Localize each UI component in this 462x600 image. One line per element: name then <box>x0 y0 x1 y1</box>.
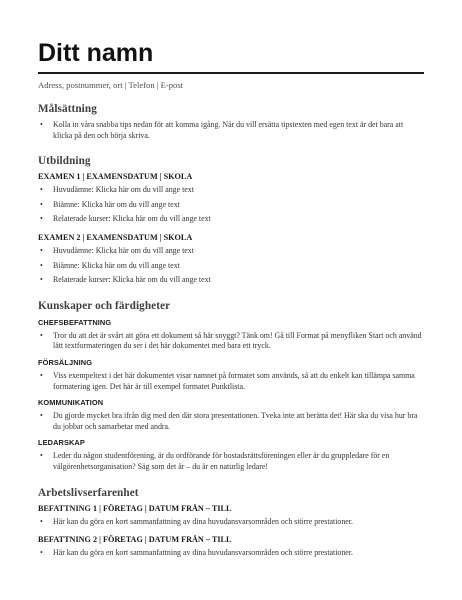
objective-title: Målsättning <box>38 103 97 115</box>
job-heading[interactable]: BEFATTNING 2 | FÖRETAG | DATUM FRÅN – TILL <box>38 535 232 545</box>
list-item[interactable] <box>38 261 424 272</box>
list-item[interactable] <box>38 517 424 528</box>
bullet-icon: • <box>40 214 43 224</box>
list-item[interactable] <box>38 411 424 432</box>
item-text: Viss exempeltext i det här dokumentet visar namnet på formatet som används, så att du enkelt kan tillämpa samma formatering igen. Det här är till exempel formatet Punktlista. <box>53 370 415 391</box>
bullet-icon: • <box>40 120 43 129</box>
item-text: Kolla in våra snabba tips nedan för att komma igång. När du vill ersätta tipstexten med egen text är det bara att klicka på den och börja skriva. <box>53 120 404 140</box>
bullet-icon: • <box>40 245 43 255</box>
item-text: Relaterade kurser: Klicka här om du vill ange text <box>53 214 211 224</box>
degree-heading[interactable]: EXAMEN 2 | EXAMENSDATUM | SKOLA <box>38 232 193 242</box>
contact-info[interactable]: Adress, postnummer, ort | Telefon | E-post <box>38 80 184 90</box>
job-heading[interactable]: BEFATTNING 1 | FÖRETAG | DATUM FRÅN – TILL <box>38 503 232 513</box>
education-title: Utbildning <box>38 155 91 168</box>
item-text: Biämne: Klicka här om du vill ange text <box>53 199 180 209</box>
bullet-icon: • <box>40 451 43 461</box>
list-item[interactable] <box>38 185 424 196</box>
item-text: Leder du någon studentförening, är du ordförande för bostadsrättsföreningen eller är du gruppledare för en välgörenhetsorganisation? Säg som det är – du är en naturlig ledare! <box>53 451 390 471</box>
experience-title: Arbetslivserfarenhet <box>38 486 139 499</box>
list-item[interactable] <box>38 451 424 472</box>
bullet-icon: • <box>40 411 43 421</box>
list-item[interactable] <box>38 214 424 225</box>
list-item[interactable] <box>38 246 424 257</box>
bullet-icon: • <box>40 330 43 340</box>
skill-list <box>38 411 424 432</box>
item-text: Huvudämne: Klicka här om du vill ange text <box>53 185 194 195</box>
objective-list <box>38 120 424 141</box>
item-text: Huvudämne: Klicka här om du vill ange text <box>53 245 194 255</box>
item-text: Här kan du göra en kort sammanfattning av dina huvudansvarsområden och större prestationer. <box>53 516 353 526</box>
item-text: Du gjorde mycket bra ifrån dig med den där stora presentationen. Tveka inte att berätta det! Här ska du visa hur bra du jobbar och samarbetar med andra. <box>53 411 418 431</box>
experience-list <box>38 548 424 559</box>
list-item[interactable] <box>38 371 424 392</box>
education-list <box>38 185 424 225</box>
item-text: Biämne: Klicka här om du vill ange text <box>53 260 180 270</box>
degree-heading[interactable]: EXAMEN 1 | EXAMENSDATUM | SKOLA <box>38 172 193 182</box>
name-heading[interactable]: Ditt namn <box>38 39 154 67</box>
item-text: Relaterade kurser: Klicka här om du vill ange text <box>53 275 211 285</box>
list-item[interactable] <box>38 275 424 286</box>
skill-list <box>38 331 424 352</box>
skill-list <box>38 371 424 392</box>
list-item[interactable] <box>38 120 424 141</box>
bullet-icon: • <box>40 185 43 195</box>
bullet-icon: • <box>40 548 43 558</box>
title-rule <box>38 72 424 74</box>
bullet-icon: • <box>40 260 43 270</box>
bullet-icon: • <box>40 275 43 285</box>
bullet-icon: • <box>40 370 43 380</box>
list-item[interactable] <box>38 331 424 352</box>
bullet-icon: • <box>40 199 43 209</box>
list-item[interactable] <box>38 200 424 211</box>
experience-list <box>38 517 424 528</box>
item-text: Tror du att det är svårt att göra ett dokument så här snyggt? Tänk om! Gå till Format på menyfliken Start och använd lätt textformateringen du ser i det här dokumentet med bara ett tryck. <box>53 330 422 351</box>
skill-heading[interactable]: KOMMUNIKATION <box>38 398 104 408</box>
bullet-icon: • <box>40 516 43 526</box>
skill-heading[interactable]: LEDARSKAP <box>38 438 85 448</box>
skills-title: Kunskaper och färdigheter <box>38 299 171 312</box>
skill-list <box>38 451 424 472</box>
education-list <box>38 246 424 286</box>
list-item[interactable] <box>38 548 424 559</box>
skill-heading[interactable]: CHEFSBEFATTNING <box>38 317 112 327</box>
item-text: Här kan du göra en kort sammanfattning av dina huvudansvarsområden och större prestationer. <box>53 548 353 558</box>
skill-heading[interactable]: FÖRSÄLJNING <box>38 357 93 367</box>
